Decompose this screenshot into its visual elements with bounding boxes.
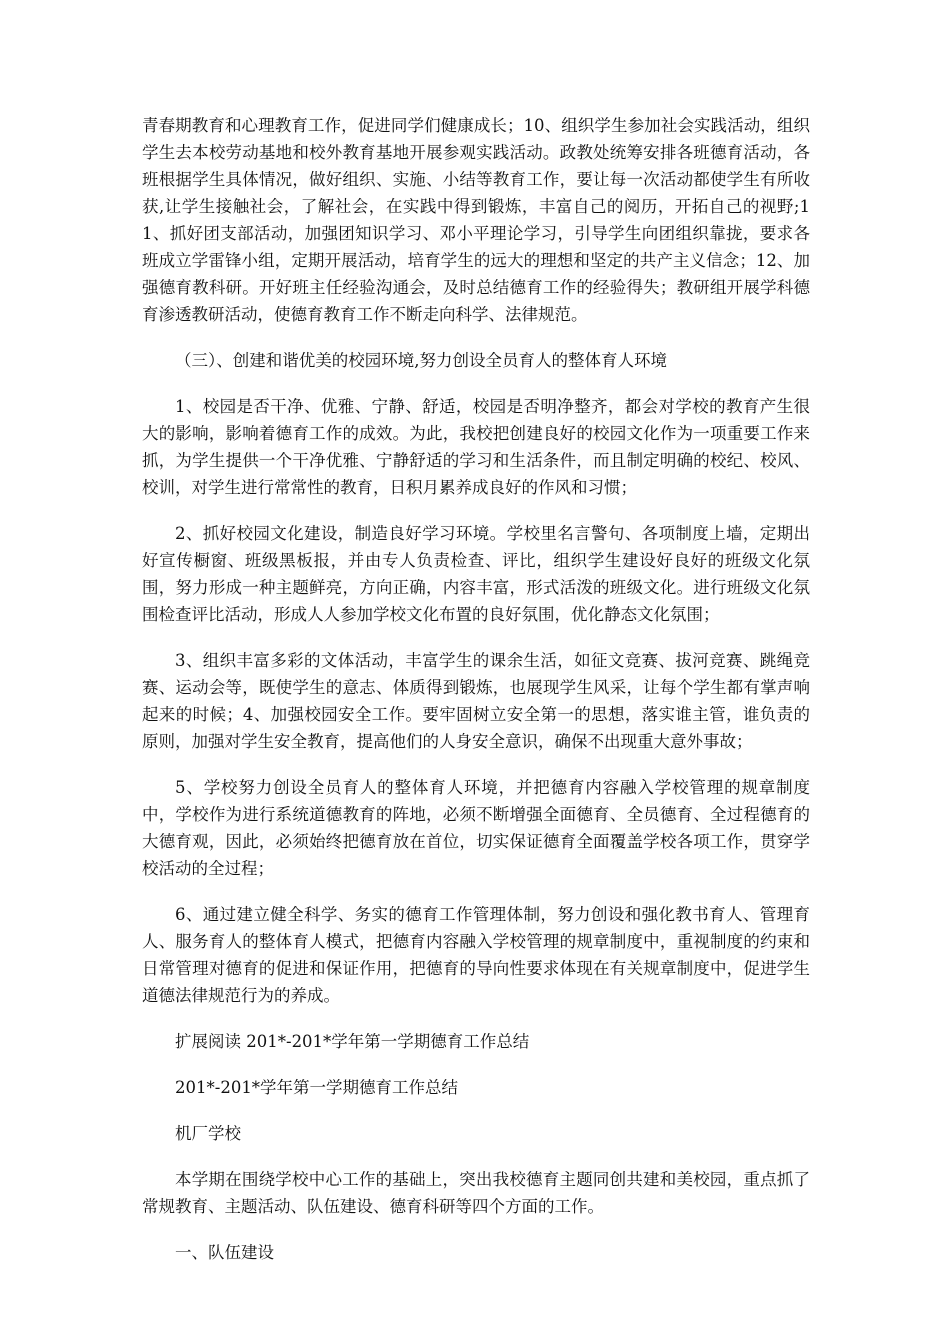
document-body <box>142 112 810 1285</box>
paragraph-management-system: 6、通过建立健全科学、务实的德育工作管理体制，努力创设和强化教书育人、管理育人、服务育人的整体育人模式，把德育内容融入学校管理的规章制度中，重视制度的约束和日常管理对德育的促进和保证作用，把德育的导向性要求体现在有关规章制度中，促进学生道德法律规范行为的养成。 <box>142 905 810 1005</box>
paragraph-cultural-activities: 3、组织丰富多彩的文体活动，丰富学生的课余生活，如征文竞赛、拔河竞赛、跳绳竞赛、运动会等，既使学生的意志、体质得到锻炼，也展现学生风采，让每个学生都有掌声响起来的时候；4、加强校园安全工作。要牢固树立安全第一的思想，落实谁主管，谁负责的原则，加强对学生安全教育，提高他们的人身安全意识，确保不出现重大意外事故； <box>142 651 810 751</box>
paragraph-semester-intro: 本学期在围绕学校中心工作的基础上，突出我校德育主题同创共建和美校园，重点抓了常规教育、主题活动、队伍建设、德育科研等四个方面的工作。 <box>142 1170 810 1216</box>
summary-title: 201*-201*学年第一学期德育工作总结 <box>175 1078 459 1097</box>
paragraph-campus-culture: 2、抓好校园文化建设，制造良好学习环境。学校里名言警句、各项制度上墙，定期出好宣传橱窗、班级黑板报，并由专人负责检查、评比，组织学生建设好良好的班级文化氛围，努力形成一种主题鲜亮，方向正确，内容丰富，形式活泼的班级文化。进行班级文化氛围检查评比活动，形成人人参加学校文化布置的良好氛围，优化静态文化氛围； <box>142 524 810 624</box>
paragraph-whole-staff-education: 5、学校努力创设全员育人的整体育人环境，并把德育内容融入学校管理的规章制度中，学校作为进行系统道德教育的阵地，必须不断增强全面德育、全员德育、全过程德育的大德育观，因此，必须始终把德育放在首位，切实保证德育全面覆盖学校各项工作，贯穿学校活动的全过程； <box>142 778 810 878</box>
extended-reading-line: 扩展阅读 201*-201*学年第一学期德育工作总结 <box>175 1032 530 1051</box>
paragraph-campus-clean: 1、校园是否干净、优雅、宁静、舒适，校园是否明净整齐，都会对学校的教育产生很大的影响，影响着德育工作的成效。为此，我校把创建良好的校园文化作为一项重要工作来抓，为学生提供一个干净优雅、宁静舒适的学习和生活条件，而且制定明确的校纪、校风、校训，对学生进行常常性的教育，日积月累养成良好的作风和习惯； <box>142 397 810 497</box>
section-heading-team-building: 一、队伍建设 <box>175 1243 274 1262</box>
paragraph-youth-education: 青春期教育和心理教育工作，促进同学们健康成长；10、组织学生参加社会实践活动，组织学生去本校劳动基地和校外教育基地开展参观实践活动。政教处统筹安排各班德育活动，各班根据学生具体情况，做好组织、实施、小结等教育工作，要让每一次活动都使学生有所收获,让学生接触社会，了解社会，在实践中得到锻炼，丰富自己的阅历，开拓自己的视野;11、抓好团支部活动，加强团知识学习、邓小平理论学习，引导学生向团组织靠拢，要求各班成立学雷锋小组，定期开展活动，培育学生的远大的理想和坚定的共产主义信念；12、加强德育教科研。开好班主任经验沟通会，及时总结德育工作的经验得失；教研组开展学科德育渗透教研活动，使德育教育工作不断走向科学、法律规范。 <box>142 116 810 324</box>
school-name: 机厂学校 <box>175 1124 241 1143</box>
section-heading-campus-environment: （三）、创建和谐优美的校园环境,努力创设全员育人的整体育人环境 <box>175 351 667 370</box>
